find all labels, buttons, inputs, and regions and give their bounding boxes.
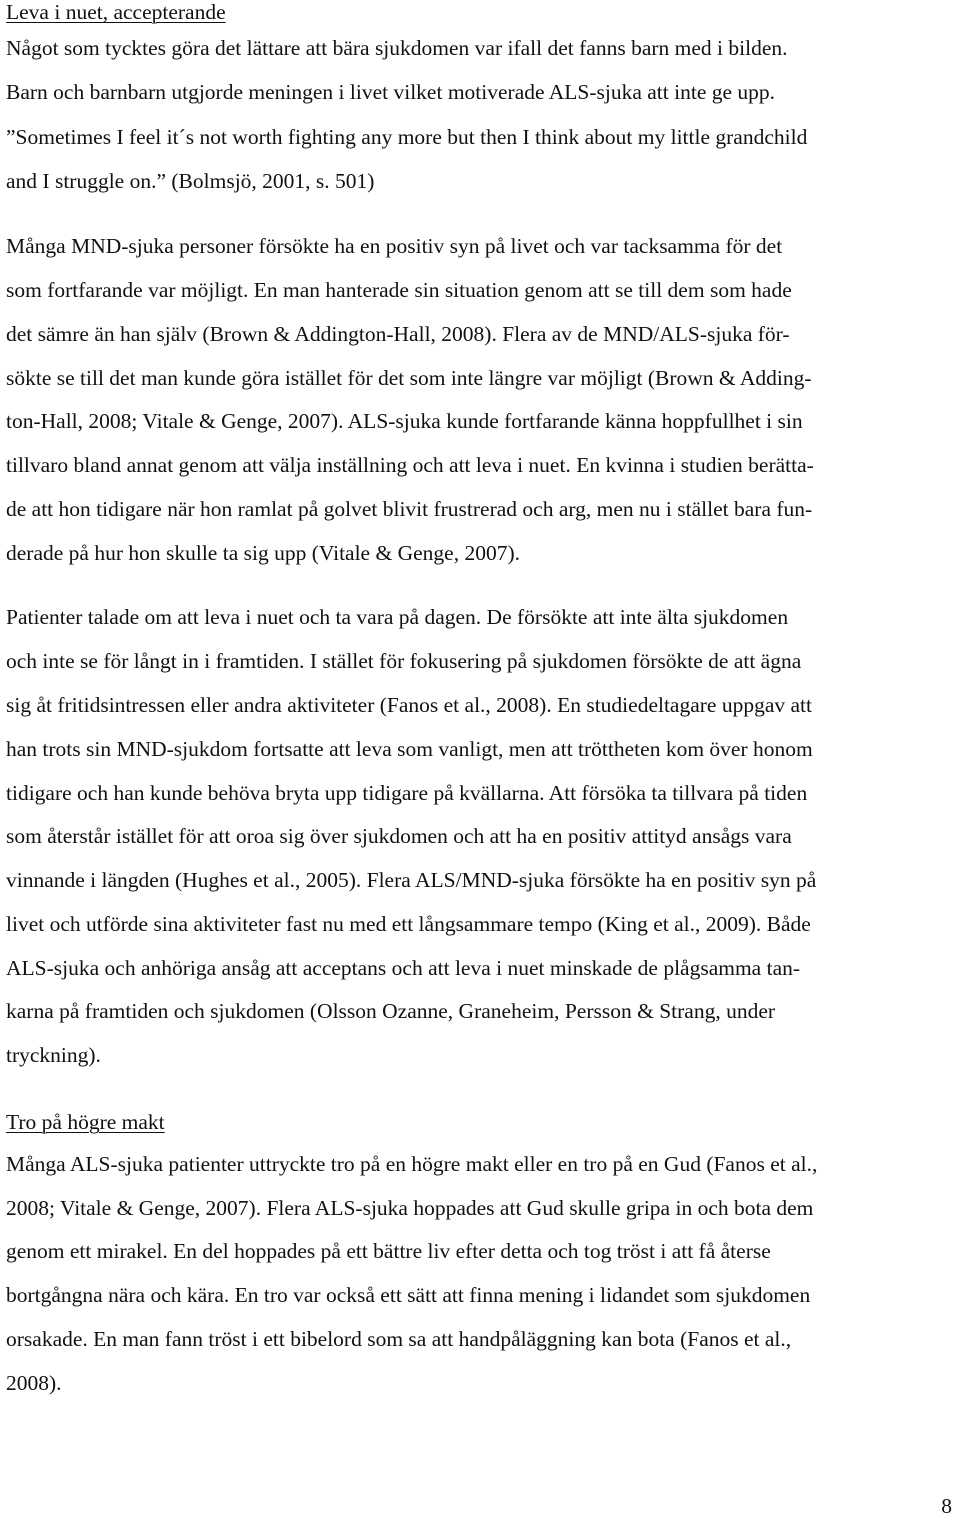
paragraph-line: sig åt fritidsintressen eller andra aktiviteter (Fanos et al., 2008). En studiedeltagare uppgav att (6, 693, 812, 717)
paragraph-line: Något som tycktes göra det lättare att bära sjukdomen var ifall det fanns barn med i bilden. (6, 36, 788, 60)
paragraph-line: 2008). (6, 1371, 62, 1395)
paragraph-line: bortgångna nära och kära. En tro var också ett sätt att finna mening i lidandet som sjukdomen (6, 1283, 811, 1307)
paragraph-line: och inte se för långt in i framtiden. I stället för fokusering på sjukdomen försökte de att ägna (6, 649, 802, 673)
paragraph-line: Många MND-sjuka personer försökte ha en positiv syn på livet och var tacksamma för det (6, 234, 783, 258)
paragraph-line: ”Sometimes I feel it´s not worth fighting any more but then I think about my little grandchild (6, 125, 808, 149)
section-heading-tro-pa-hogre-makt: Tro på högre makt (6, 1110, 165, 1134)
paragraph-line: vinnande i längden (Hughes et al., 2005). Flera ALS/MND-sjuka försökte ha en positiv syn på (6, 868, 817, 892)
paragraph-line: and I struggle on.” (Bolmsjö, 2001, s. 501) (6, 169, 375, 193)
paragraph-line: tillvaro bland annat genom att välja inställning och att leva i nuet. En kvinna i studien berätta- (6, 453, 814, 477)
paragraph-line: derade på hur hon skulle ta sig upp (Vitale & Genge, 2007). (6, 541, 520, 565)
section-heading-leva-i-nuet: Leva i nuet, accepterande (6, 0, 226, 24)
paragraph-line: karna på framtiden och sjukdomen (Olsson Ozanne, Graneheim, Persson & Strang, under (6, 999, 776, 1023)
paragraph-line: sökte se till det man kunde göra istället för det som inte längre var möjligt (Brown & Adding- (6, 366, 812, 390)
paragraph-line: tryckning). (6, 1043, 101, 1067)
paragraph-line: han trots sin MND-sjukdom fortsatte att leva som vanligt, men att tröttheten kom över honom (6, 737, 813, 761)
paragraph-line: ALS-sjuka och anhöriga ansåg att acceptans och att leva i nuet minskade de plågsamma tan- (6, 956, 801, 980)
paragraph-line: Barn och barnbarn utgjorde meningen i livet vilket motiverade ALS-sjuka att inte ge upp. (6, 80, 776, 104)
paragraph-line: 2008; Vitale & Genge, 2007). Flera ALS-sjuka hoppades att Gud skulle gripa in och bota dem (6, 1196, 814, 1220)
paragraph-line: livet och utförde sina aktiviteter fast nu med ett långsammare tempo (King et al., 2009). Både (6, 912, 811, 936)
paragraph-line: genom ett mirakel. En del hoppades på ett bättre liv efter detta och tog tröst i att få återse (6, 1239, 771, 1263)
paragraph-line: tidigare och han kunde behöva bryta upp tidigare på kvällarna. Att försöka ta tillvara på tiden (6, 781, 808, 805)
paragraph-line: som återstår istället för att oroa sig över sjukdomen och att ha en positiv attityd ansågs vara (6, 824, 792, 848)
page-number: 8 (941, 1494, 952, 1518)
paragraph-line: Patienter talade om att leva i nuet och ta vara på dagen. De försökte att inte älta sjukdomen (6, 605, 789, 629)
paragraph-line: ton-Hall, 2008; Vitale & Genge, 2007). ALS-sjuka kunde fortfarande känna hoppfullhet i sin (6, 409, 803, 433)
paragraph-line: det sämre än han själv (Brown & Addington-Hall, 2008). Flera av de MND/ALS-sjuka för- (6, 322, 790, 346)
paragraph-line: Många ALS-sjuka patienter uttryckte tro på en högre makt eller en tro på en Gud (Fanos et al., (6, 1152, 818, 1176)
paragraph-line: de att hon tidigare när hon ramlat på golvet blivit frustrerad och arg, men nu i stället bara fun- (6, 497, 813, 521)
paragraph-line: som fortfarande var möjligt. En man hanterade sin situation genom att se till dem som hade (6, 278, 792, 302)
paragraph-line: orsakade. En man fann tröst i ett bibelord som sa att handpåläggning kan bota (Fanos et al., (6, 1327, 792, 1351)
